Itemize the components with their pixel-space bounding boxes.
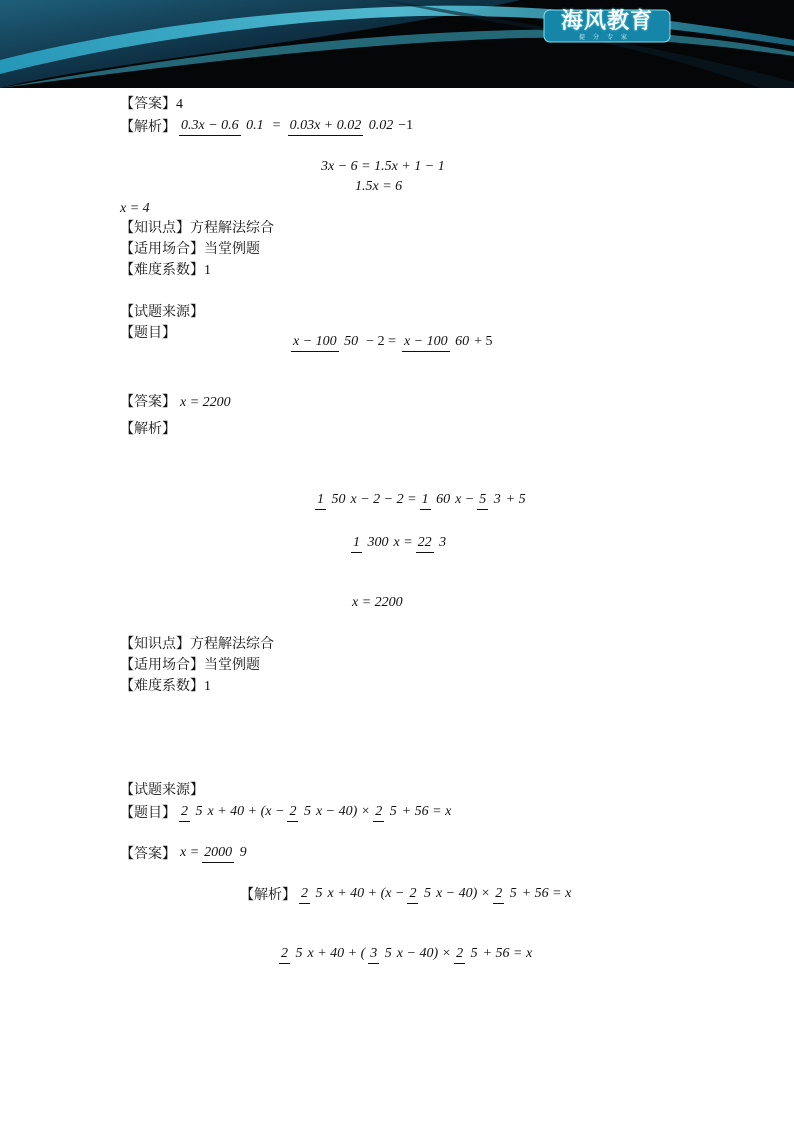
equation-part: x − 2 − 2 =	[350, 492, 417, 507]
analysis-line-1	[120, 116, 413, 136]
question-label: 【题目】	[120, 326, 176, 341]
equation-part: − 2 =	[366, 334, 396, 349]
denominator: 5	[303, 804, 311, 819]
banner-graphic	[0, 0, 794, 88]
equation-result: x = 4	[120, 201, 150, 216]
numerator: x − 100	[291, 334, 339, 352]
fraction	[299, 886, 325, 902]
numerator: 2	[493, 886, 504, 904]
denominator: 3	[493, 492, 501, 507]
answer-label: 【答案】	[120, 97, 176, 112]
numerator: 2000	[202, 845, 234, 863]
denominator: 5	[470, 946, 478, 961]
analysis-line-3	[240, 884, 571, 904]
answer-prefix: x =	[180, 845, 200, 860]
numerator: 0.03x + 0.02	[288, 118, 364, 136]
fraction	[288, 118, 396, 134]
denominator: 300	[367, 535, 389, 550]
analysis-label: 【解析】	[120, 422, 176, 437]
answer-label: 【答案】	[120, 395, 176, 410]
denominator: 5	[423, 886, 431, 901]
equation-part: x − 40) ×	[435, 886, 491, 901]
denominator: 50	[331, 492, 346, 507]
analysis-label: 【解析】	[120, 120, 176, 135]
applicable-scene: 【适用场合】当堂例题	[120, 242, 260, 257]
equation-result: x = 2200	[352, 595, 403, 610]
equation-part: x + 40 + (	[307, 946, 366, 961]
denominator: 5	[295, 946, 303, 961]
fraction	[407, 886, 433, 902]
knowledge-point: 【知识点】方程解法综合	[120, 221, 274, 236]
fraction	[420, 492, 453, 508]
numerator: 3	[368, 946, 379, 964]
answer-label: 【答案】	[120, 847, 176, 862]
fraction	[454, 946, 480, 962]
answer-line-2	[120, 394, 231, 412]
equation-tail: + 56 = x	[401, 804, 452, 819]
logo-text: 海风教育	[560, 9, 653, 34]
equation-step	[276, 946, 532, 962]
numerator: 2	[373, 804, 384, 822]
fraction	[368, 946, 394, 962]
denominator: 5	[195, 804, 203, 819]
fraction	[179, 118, 266, 134]
fraction	[291, 334, 360, 350]
question-line	[120, 802, 451, 822]
equation-tail: + 56 = x	[482, 946, 533, 961]
numerator: x − 100	[402, 334, 450, 352]
applicable-scene: 【适用场合】当堂例题	[120, 658, 260, 673]
numerator: 1	[351, 535, 362, 553]
fraction	[402, 334, 471, 350]
denominator: 60	[436, 492, 451, 507]
analysis-label: 【解析】	[240, 888, 296, 903]
numerator: 0.3x − 0.6	[179, 118, 241, 136]
denominator: 0.1	[246, 118, 264, 133]
denominator: 5	[315, 886, 323, 901]
fraction	[279, 946, 305, 962]
equation-part: x −	[455, 492, 475, 507]
header-banner	[0, 0, 794, 88]
numerator: 2	[279, 946, 290, 964]
fraction	[202, 845, 249, 861]
answer-line-3	[120, 843, 252, 863]
equation-step	[348, 535, 451, 551]
answer-line-1	[120, 96, 183, 114]
equals-sign: =	[272, 118, 281, 133]
difficulty: 【难度系数】1	[120, 263, 211, 278]
question-label: 【题目】	[120, 806, 176, 821]
numerator: 22	[416, 535, 434, 553]
fraction	[287, 804, 313, 820]
equation-part: x − 40) ×	[396, 946, 452, 961]
equation-step: 3x − 6 = 1.5x + 1 − 1	[321, 159, 445, 174]
logo-subtitle: 提分专家	[578, 34, 635, 41]
equation-step: 1.5x = 6	[355, 179, 403, 194]
denominator: 9	[239, 845, 247, 860]
numerator: 1	[420, 492, 431, 510]
fraction	[315, 492, 348, 508]
equation-step	[312, 492, 526, 508]
numerator: 2	[179, 804, 190, 822]
equation-tail: + 5	[505, 492, 526, 507]
question-equation	[288, 334, 493, 350]
numerator: 2	[454, 946, 465, 964]
equation-part: x − 40) ×	[315, 804, 371, 819]
question-source: 【试题来源】	[120, 783, 204, 798]
numerator: 5	[477, 492, 488, 510]
denominator: 60	[455, 334, 470, 349]
equation-tail: + 56 = x	[521, 886, 572, 901]
fraction	[493, 886, 519, 902]
equation-part: x + 40 + (x −	[207, 804, 285, 819]
equation-tail: + 5	[474, 334, 493, 349]
numerator: 2	[407, 886, 418, 904]
equation-part: x + 40 + (x −	[327, 886, 405, 901]
fraction	[179, 804, 205, 820]
denominator: 0.02	[368, 118, 394, 133]
numerator: 2	[299, 886, 310, 904]
brand-logo	[542, 8, 672, 44]
question-source: 【试题来源】	[120, 305, 204, 320]
equation-part: x =	[393, 535, 413, 550]
numerator: 2	[287, 804, 298, 822]
answer-value: 4	[176, 97, 183, 112]
fraction	[416, 535, 449, 551]
difficulty: 【难度系数】1	[120, 679, 211, 694]
knowledge-point: 【知识点】方程解法综合	[120, 637, 274, 652]
fraction	[477, 492, 503, 508]
denominator: 5	[509, 886, 517, 901]
answer-value: x = 2200	[180, 395, 231, 410]
denominator: 5	[384, 946, 392, 961]
fraction	[373, 804, 399, 820]
denominator: 5	[389, 804, 397, 819]
equation-tail: −1	[398, 118, 414, 133]
denominator: 3	[439, 535, 447, 550]
fraction	[351, 535, 391, 551]
denominator: 50	[344, 334, 359, 349]
numerator: 1	[315, 492, 326, 510]
